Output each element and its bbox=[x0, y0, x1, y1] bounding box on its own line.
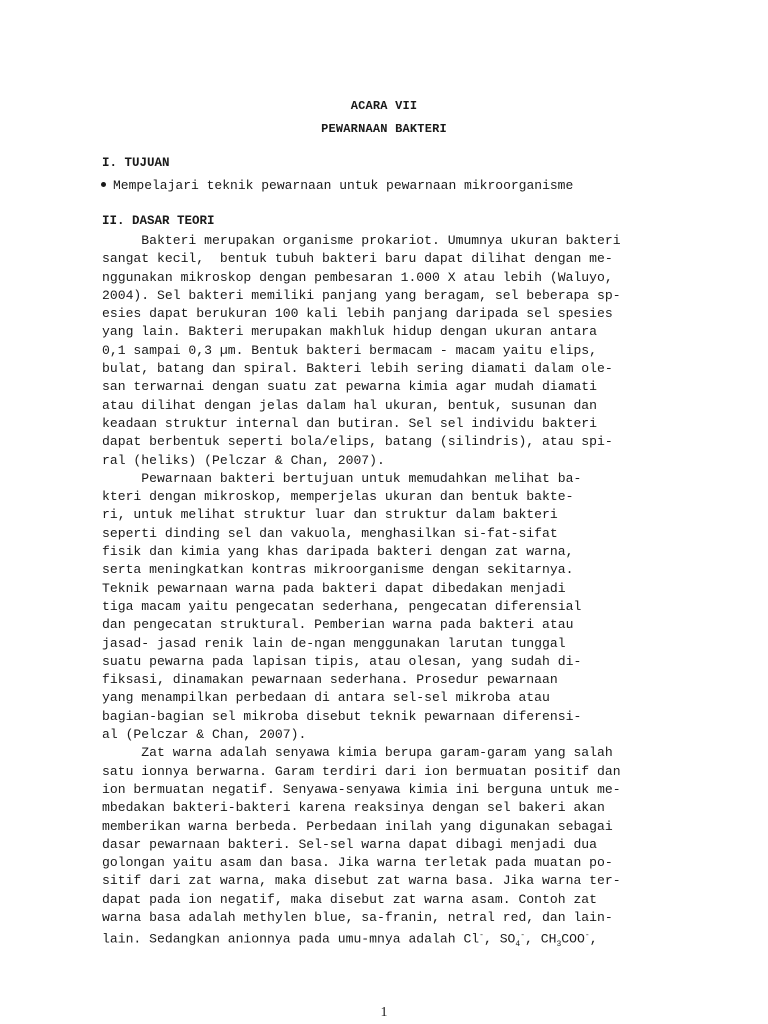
text-line: dapat pada ion negatif, maka disebut zat warna asam. Contoh zat bbox=[102, 891, 598, 907]
text-line: yang lain. Bakteri merupakan makhluk hidup dengan ukuran antara bbox=[102, 324, 598, 340]
text-line: dasar pewarnaan bakteri. Sel-sel warna dapat dibagi menjadi dua bbox=[102, 836, 598, 852]
bullet-icon bbox=[101, 182, 106, 187]
text-line: ral (heliks) (Pelczar & Chan, 2007). bbox=[102, 452, 385, 468]
text-line: mbedakan bakteri-bakteri karena reaksinya dengan sel bakeri akan bbox=[102, 800, 605, 816]
body-paragraphs bbox=[102, 232, 672, 950]
text-line: atau dilihat dengan jelas dalam hal ukuran, bentuk, susunan dan bbox=[102, 397, 598, 413]
bullet-item bbox=[101, 178, 573, 193]
text-line: san terwarnai dengan suatu zat pewarna kimia agar mudah diamati bbox=[102, 379, 598, 395]
document-title-line1: ACARA VII bbox=[350, 99, 418, 113]
text-line-last: lain. Sedangkan anionnya pada umu-mnya adalah Cl-, $SO_4^-$, $CH_3COO^-$, bbox=[102, 931, 598, 950]
text-line: keadaan struktur internal dan butiran. Sel sel individu bakteri bbox=[102, 415, 598, 431]
text-line: dapat berbentuk seperti bola/elips, batang (silindris), atau spi- bbox=[102, 434, 613, 450]
text-line: esies dapat berukuran 100 kali lebih panjang daripada sel spesies bbox=[102, 306, 613, 322]
text-line: ion bermuatan negatif. Senyawa-senyawa kimia ini berguna untuk me- bbox=[102, 781, 621, 797]
text-line: Pewarnaan bakteri bertujuan untuk memudahkan melihat ba- bbox=[102, 470, 582, 486]
text-line: jasad- jasad renik lain de-ngan menggunakan larutan tunggal bbox=[102, 635, 566, 651]
text-line: Teknik pewarnaan warna pada bakteri dapat dibedakan menjadi bbox=[102, 580, 566, 596]
text-line: 2004). Sel bakteri memiliki panjang yang beragam, sel beberapa sp- bbox=[102, 287, 621, 303]
text-line: satu ionnya berwarna. Garam terdiri dari ion bermuatan positif dan bbox=[102, 763, 621, 779]
text-line: yang menampilkan perbedaan di antara sel-sel mikroba atau bbox=[102, 690, 550, 706]
text-line: seperti dinding sel dan vakuola, menghasilkan si-fat-sifat bbox=[102, 525, 558, 541]
text-line: Bakteri merupakan organisme prokariot. Umumnya ukuran bakteri bbox=[102, 233, 621, 248]
text-line: memberikan warna berbeda. Perbedaan inilah yang digunakan sebagai bbox=[102, 818, 613, 834]
page-number: 1 bbox=[380, 1005, 388, 1020]
text-line: bagian-bagian sel mikroba disebut teknik pewarnaan diferensi- bbox=[102, 708, 582, 724]
text-line: serta meningkatkan kontras mikroorganisme dengan sekitarnya. bbox=[102, 562, 574, 578]
text-line: ri, untuk melihat struktur luar dan struktur dalam bakteri bbox=[102, 507, 558, 523]
text-line: al (Pelczar & Chan, 2007). bbox=[102, 727, 307, 743]
text-line: golongan yaitu asam dan basa. Jika warna terletak pada muatan po- bbox=[102, 855, 613, 871]
section-heading-dasar-teori: II. DASAR TEORI bbox=[102, 214, 215, 228]
section-heading-tujuan: I. TUJUAN bbox=[102, 156, 170, 170]
text-line: kteri dengan mikroskop, memperjelas ukuran dan bentuk bakte- bbox=[102, 489, 574, 505]
bullet-text: Mempelajari teknik pewarnaan untuk pewarnaan mikroorganisme bbox=[113, 178, 574, 193]
text-line: Zat warna adalah senyawa kimia berupa garam-garam yang salah bbox=[102, 745, 613, 761]
text-line: bulat, batang dan spiral. Bakteri lebih sering diamati dalam ole- bbox=[102, 361, 613, 377]
document-title-line2: PEWARNAAN BAKTERI bbox=[321, 122, 447, 136]
text-line: sitif dari zat warna, maka disebut zat warna basa. Jika warna ter- bbox=[102, 873, 621, 889]
text-line: 0,1 sampai 0,3 µm. Bentuk bakteri bermacam - macam yaitu elips, bbox=[102, 342, 598, 358]
text-line: sangat kecil, bentuk tubuh bakteri baru dapat dilihat dengan me- bbox=[102, 251, 613, 267]
text-line: suatu pewarna pada lapisan tipis, atau olesan, yang sudah di- bbox=[102, 653, 582, 669]
text-line: fiksasi, dinamakan pewarnaan sederhana. Prosedur pewarnaan bbox=[102, 672, 558, 688]
text-line: dan pengecatan struktural. Pemberian warna pada bakteri atau bbox=[102, 617, 574, 633]
text-line: tiga macam yaitu pengecatan sederhana, pengecatan diferensial bbox=[102, 598, 582, 614]
text-line: fisik dan kimia yang khas daripada bakteri dengan zat warna, bbox=[102, 544, 574, 560]
text-line: warna basa adalah methylen blue, sa-franin, netral red, dan lain- bbox=[102, 909, 613, 925]
text-line: nggunakan mikroskop dengan pembesaran 1.000 X atau lebih (Waluyo, bbox=[102, 269, 613, 285]
